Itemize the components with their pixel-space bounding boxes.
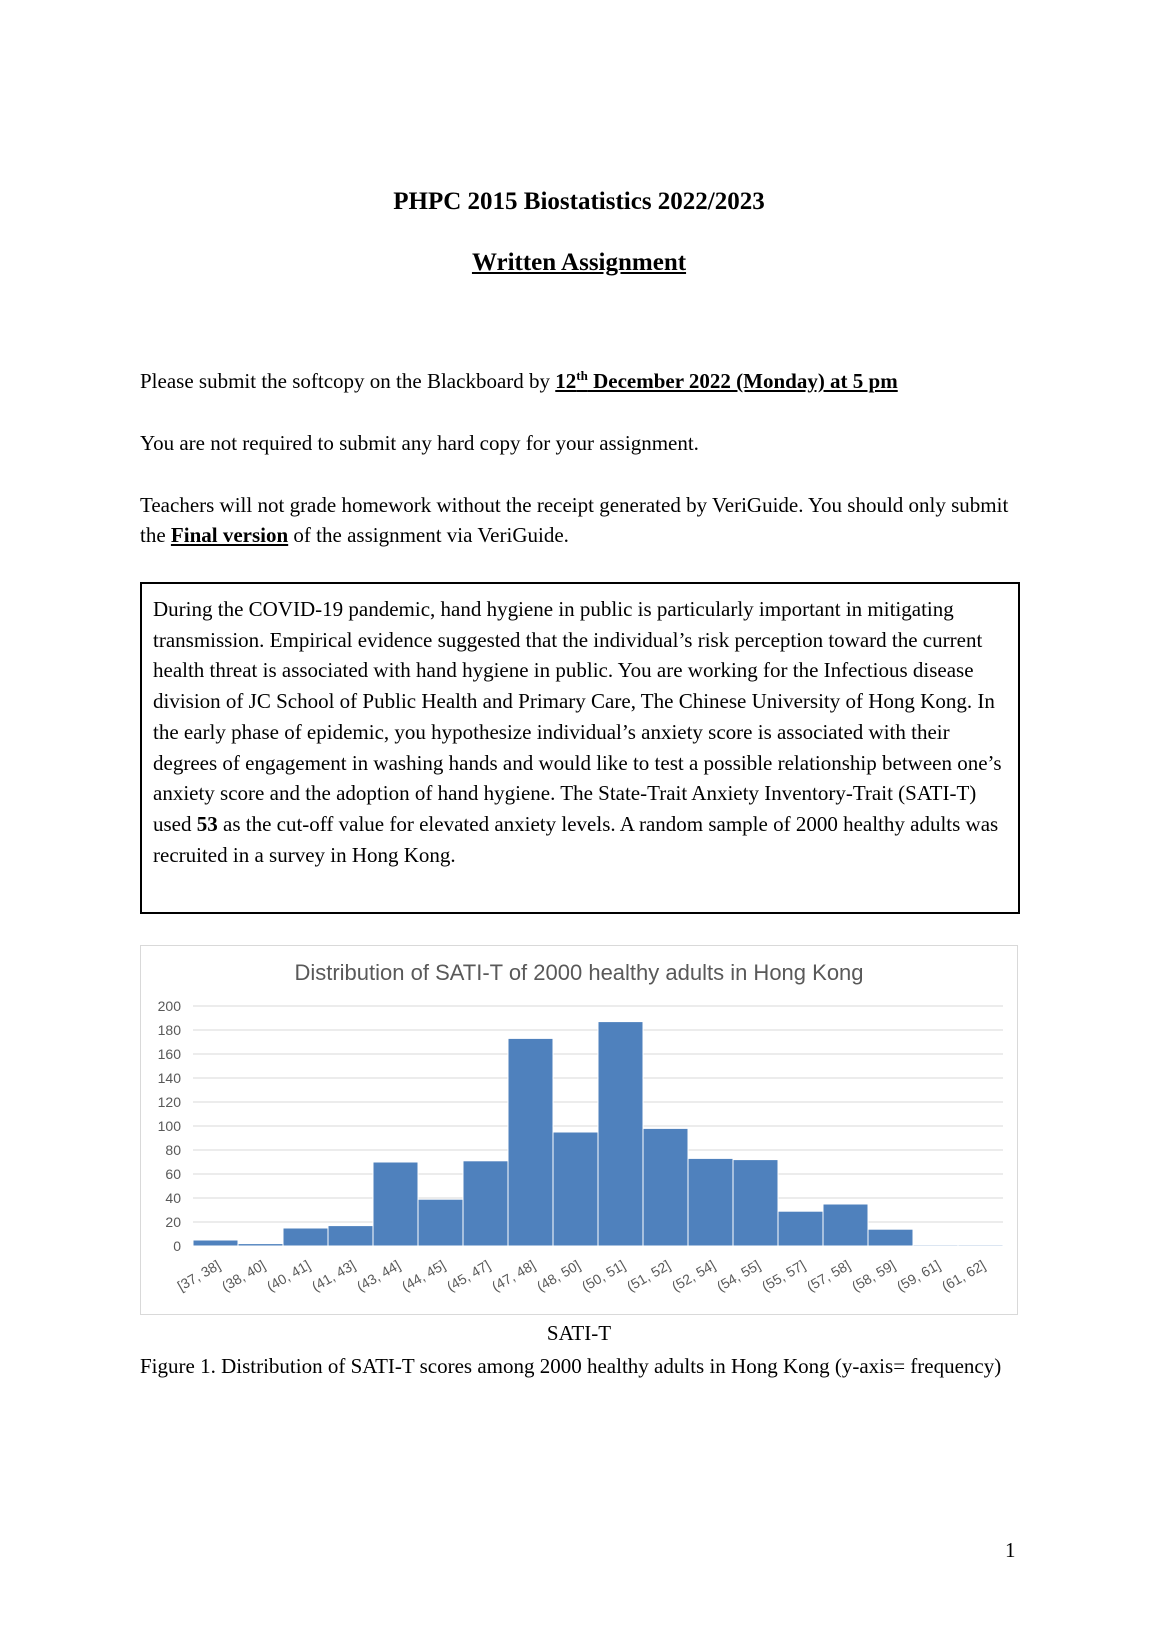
x-tick-label: (40, 41]	[263, 1256, 313, 1295]
x-tick-label: [37, 38]	[174, 1256, 223, 1294]
scenario-box	[140, 582, 1020, 914]
veriguide-suffix: of the assignment via VeriGuide.	[288, 523, 569, 547]
histogram-bar	[238, 1244, 283, 1246]
y-tick-label: 0	[173, 1238, 181, 1254]
histogram-bar	[868, 1229, 913, 1246]
y-tick-label: 140	[157, 1070, 181, 1086]
histogram-bar	[553, 1132, 598, 1246]
x-tick-label: (51, 52]	[623, 1256, 673, 1295]
histogram-bar	[418, 1199, 463, 1246]
x-tick-label: (41, 43]	[308, 1256, 358, 1295]
y-tick-label: 40	[165, 1190, 181, 1206]
deadline-day: 12	[555, 369, 577, 393]
histogram-bar	[598, 1022, 643, 1246]
histogram-bar	[643, 1128, 688, 1246]
histogram-bar	[463, 1161, 508, 1246]
histogram-bar	[913, 1245, 958, 1246]
scenario-text-before: During the COVID-19 pandemic, hand hygiene in public is particularly important in mitigating transmission. Empirical evidence suggested that the individual’s risk perception toward the current health threat is associated with hand hygiene in public. You are working for the Infectious disease division of JC School of Public Health and Primary Care, The Chinese University of Hong Kong. In the early phase of epidemic, you hypothesize individual’s anxiety score is associated with their degrees of engagement in washing hands and would like to test a possible relationship between one’s anxiety score and the adoption of hand hygiene. The State-Trait Anxiety Inventory-Trait (SATI-T) used	[153, 597, 1002, 836]
histogram-bar	[958, 1245, 1003, 1246]
y-axis-ticks	[158, 998, 182, 1254]
histogram-chart	[140, 945, 1018, 1315]
veriguide-prefix: Teachers will not grade homework without the receipt generated by VeriGuide. You should only submit the	[140, 493, 1009, 547]
deadline-prefix: Please submit the softcopy on the Blackboard by	[140, 369, 556, 393]
scenario-text-after: as the cut-off value for elevated anxiety levels. A random sample of 2000 healthy adults was recruited in a survey in Hong Kong.	[153, 811, 999, 867]
veriguide-note	[140, 490, 1020, 550]
x-tick-label: (50, 51]	[578, 1256, 628, 1295]
deadline-date	[555, 369, 897, 393]
bars	[193, 1022, 1003, 1246]
x-tick-label: (61, 62]	[938, 1256, 988, 1295]
x-tick-label: (38, 40]	[218, 1256, 268, 1295]
x-tick-label: (47, 48]	[488, 1256, 538, 1295]
histogram-bar	[283, 1228, 328, 1246]
histogram-svg	[141, 946, 1017, 1314]
y-tick-label: 120	[157, 1094, 181, 1110]
y-tick-label: 200	[157, 998, 181, 1014]
histogram-bar	[778, 1211, 823, 1246]
histogram-bar	[733, 1160, 778, 1246]
deadline-rest: December 2022 (Monday) at 5 pm	[587, 369, 898, 393]
x-axis-ticks	[175, 1257, 988, 1295]
histogram-bar	[373, 1162, 418, 1246]
x-tick-label: (57, 58]	[803, 1256, 853, 1295]
y-tick-label: 20	[165, 1214, 181, 1230]
x-tick-label: (54, 55]	[713, 1256, 763, 1295]
document-title: PHPC 2015 Biostatistics 2022/2023	[393, 188, 765, 215]
document-subtitle: Written Assignment	[471, 249, 687, 276]
histogram-bar	[688, 1158, 733, 1246]
y-tick-label: 80	[165, 1142, 181, 1158]
final-version-emphasis: Final version	[170, 523, 289, 547]
histogram-bar	[193, 1240, 238, 1246]
x-tick-label: (44, 45]	[398, 1256, 448, 1295]
x-tick-label: (52, 54]	[668, 1256, 718, 1295]
chart-title: Distribution of SATI-T of 2000 healthy adults in Hong Kong	[294, 960, 864, 985]
x-tick-label: (45, 47]	[443, 1256, 493, 1295]
hardcopy-note: You are not required to submit any hard copy for your assignment.	[140, 431, 699, 455]
x-tick-label: (48, 50]	[533, 1256, 583, 1295]
cutoff-value: 53	[196, 811, 218, 836]
x-tick-label: (59, 61]	[893, 1256, 943, 1295]
y-tick-label: 100	[157, 1118, 181, 1134]
x-axis-label: SATI-T	[546, 1321, 612, 1345]
y-tick-label: 60	[165, 1166, 181, 1182]
y-tick-label: 160	[157, 1046, 181, 1062]
page-number: 1	[1005, 1538, 1016, 1562]
histogram-bar	[508, 1038, 553, 1246]
x-tick-label: (43, 44]	[353, 1256, 403, 1295]
histogram-bar	[823, 1204, 868, 1246]
deadline-day-suffix: th	[576, 368, 588, 383]
figure-caption: Figure 1. Distribution of SATI-T scores among 2000 healthy adults in Hong Kong (y-axis= frequency)	[140, 1354, 1002, 1378]
submission-deadline	[140, 366, 1020, 396]
y-tick-label: 180	[157, 1022, 181, 1038]
x-tick-label: (55, 57]	[758, 1256, 808, 1295]
x-tick-label: (58, 59]	[848, 1256, 898, 1295]
histogram-bar	[328, 1226, 373, 1246]
